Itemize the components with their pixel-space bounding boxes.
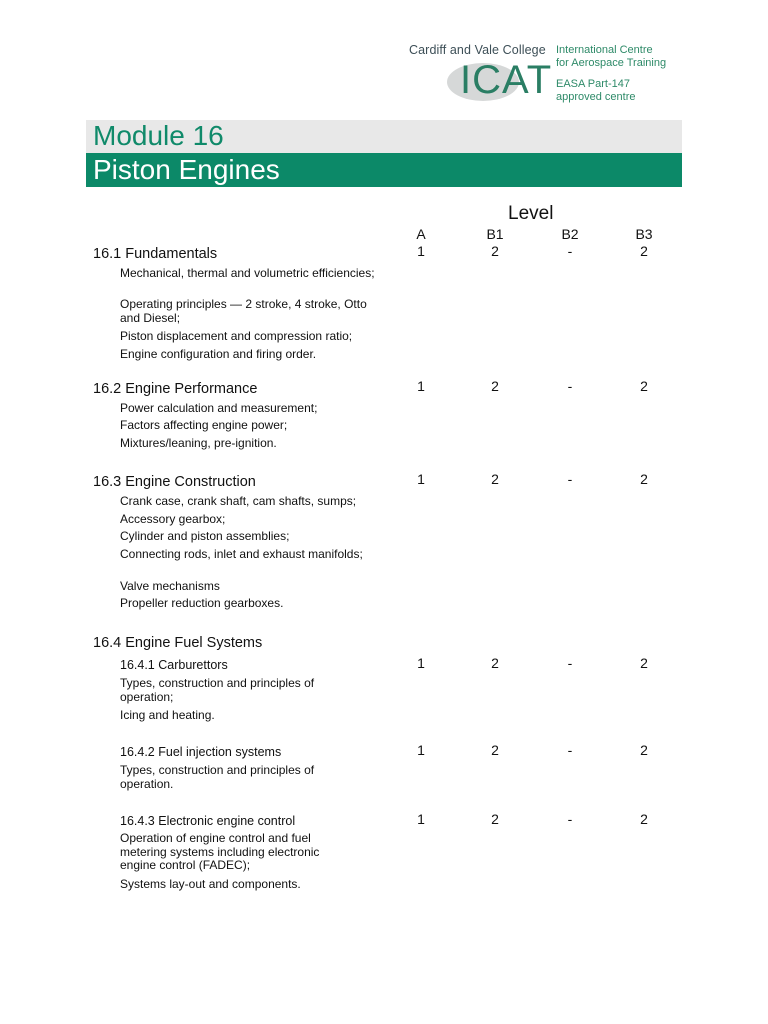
- level-b1-value: 2: [491, 811, 499, 827]
- level-b2-value: -: [567, 243, 573, 259]
- column-b3: B3: [635, 226, 653, 242]
- section-title: 16.2 Engine Performance: [93, 381, 258, 397]
- topic-item: Engine configuration and firing order.: [120, 347, 317, 361]
- level-a-value: 1: [417, 742, 425, 758]
- level-heading: Level: [508, 203, 554, 224]
- level-a-value: 1: [417, 378, 425, 394]
- approval-text: [556, 78, 636, 103]
- section-title: 16.1 Fundamentals: [93, 246, 218, 262]
- topic-item: Mixtures/leaning, pre-ignition.: [120, 436, 277, 450]
- level-b3-value: 2: [640, 742, 648, 758]
- level-b1-value: 2: [491, 655, 499, 671]
- topic-item: Factors affecting engine power;: [120, 418, 288, 432]
- topic-item: Systems lay-out and components.: [120, 877, 301, 891]
- level-b2-value: -: [567, 742, 573, 758]
- topic-item: Mechanical, thermal and volumetric efficiencies;: [120, 266, 375, 280]
- topic-item: Connecting rods, inlet and exhaust manifolds;: [120, 547, 363, 561]
- level-a-value: 1: [417, 243, 425, 259]
- topic-item: Operating principles — 2 stroke, 4 stroke, Otto and Diesel;: [120, 297, 367, 325]
- topic-item: Types, construction and principles of operation.: [120, 763, 315, 791]
- topic-item: Cylinder and piston assemblies;: [120, 529, 290, 543]
- topic-item: Valve mechanisms: [120, 579, 220, 593]
- level-b1-value: 2: [491, 378, 499, 394]
- level-a-value: 1: [417, 655, 425, 671]
- approval-line-1: EASA Part-147: [556, 78, 630, 90]
- column-b1: B1: [486, 226, 504, 242]
- level-b3-value: 2: [640, 471, 648, 487]
- module-number: Module 16: [93, 120, 224, 151]
- level-b2-value: -: [567, 655, 573, 671]
- level-a-value: 1: [417, 811, 425, 827]
- level-b3-value: 2: [640, 655, 648, 671]
- topic-item: Propeller reduction gearboxes.: [120, 596, 284, 610]
- approval-line-2: approved centre: [556, 90, 636, 103]
- level-a-value: 1: [417, 471, 425, 487]
- module-title-band: [86, 153, 682, 187]
- level-b3-value: 2: [640, 378, 648, 394]
- level-b3-value: 2: [640, 811, 648, 827]
- subsection-title: 16.4.2 Fuel injection systems: [120, 745, 282, 759]
- section-title: 16.3 Engine Construction: [93, 474, 256, 490]
- centre-name: [556, 44, 666, 69]
- level-b2-value: -: [567, 378, 573, 394]
- topic-item: Types, construction and principles of operation;: [120, 676, 315, 704]
- topic-item: Operation of engine control and fuel metering systems including electronic engine control (FADEC);: [120, 831, 320, 872]
- topic-item: Piston displacement and compression ratio;: [120, 329, 353, 343]
- section-title: 16.4 Engine Fuel Systems: [93, 635, 263, 651]
- level-b1-value: 2: [491, 742, 499, 758]
- level-b1-value: 2: [491, 243, 499, 259]
- level-b2-value: -: [567, 471, 573, 487]
- topic-item: Accessory gearbox;: [120, 512, 226, 526]
- centre-line-2: for Aerospace Training: [556, 56, 667, 69]
- college-name: Cardiff and Vale College: [409, 43, 546, 57]
- centre-line-1: International Centre: [556, 44, 653, 56]
- column-b2: B2: [561, 226, 579, 242]
- module-title: Piston Engines: [93, 154, 280, 185]
- level-b1-value: 2: [491, 471, 499, 487]
- level-b3-value: 2: [640, 243, 648, 259]
- subsection-title: 16.4.3 Electronic engine control: [120, 814, 296, 828]
- subsection-title: 16.4.1 Carburettors: [120, 658, 228, 672]
- topic-item: Icing and heating.: [120, 708, 215, 722]
- level-b2-value: -: [567, 811, 573, 827]
- column-a: A: [416, 226, 426, 242]
- module-number-band: [86, 120, 682, 153]
- topic-item: Power calculation and measurement;: [120, 401, 318, 415]
- topic-item: Crank case, crank shaft, cam shafts, sumps;: [120, 494, 357, 508]
- logo-text: ICAT: [460, 58, 553, 102]
